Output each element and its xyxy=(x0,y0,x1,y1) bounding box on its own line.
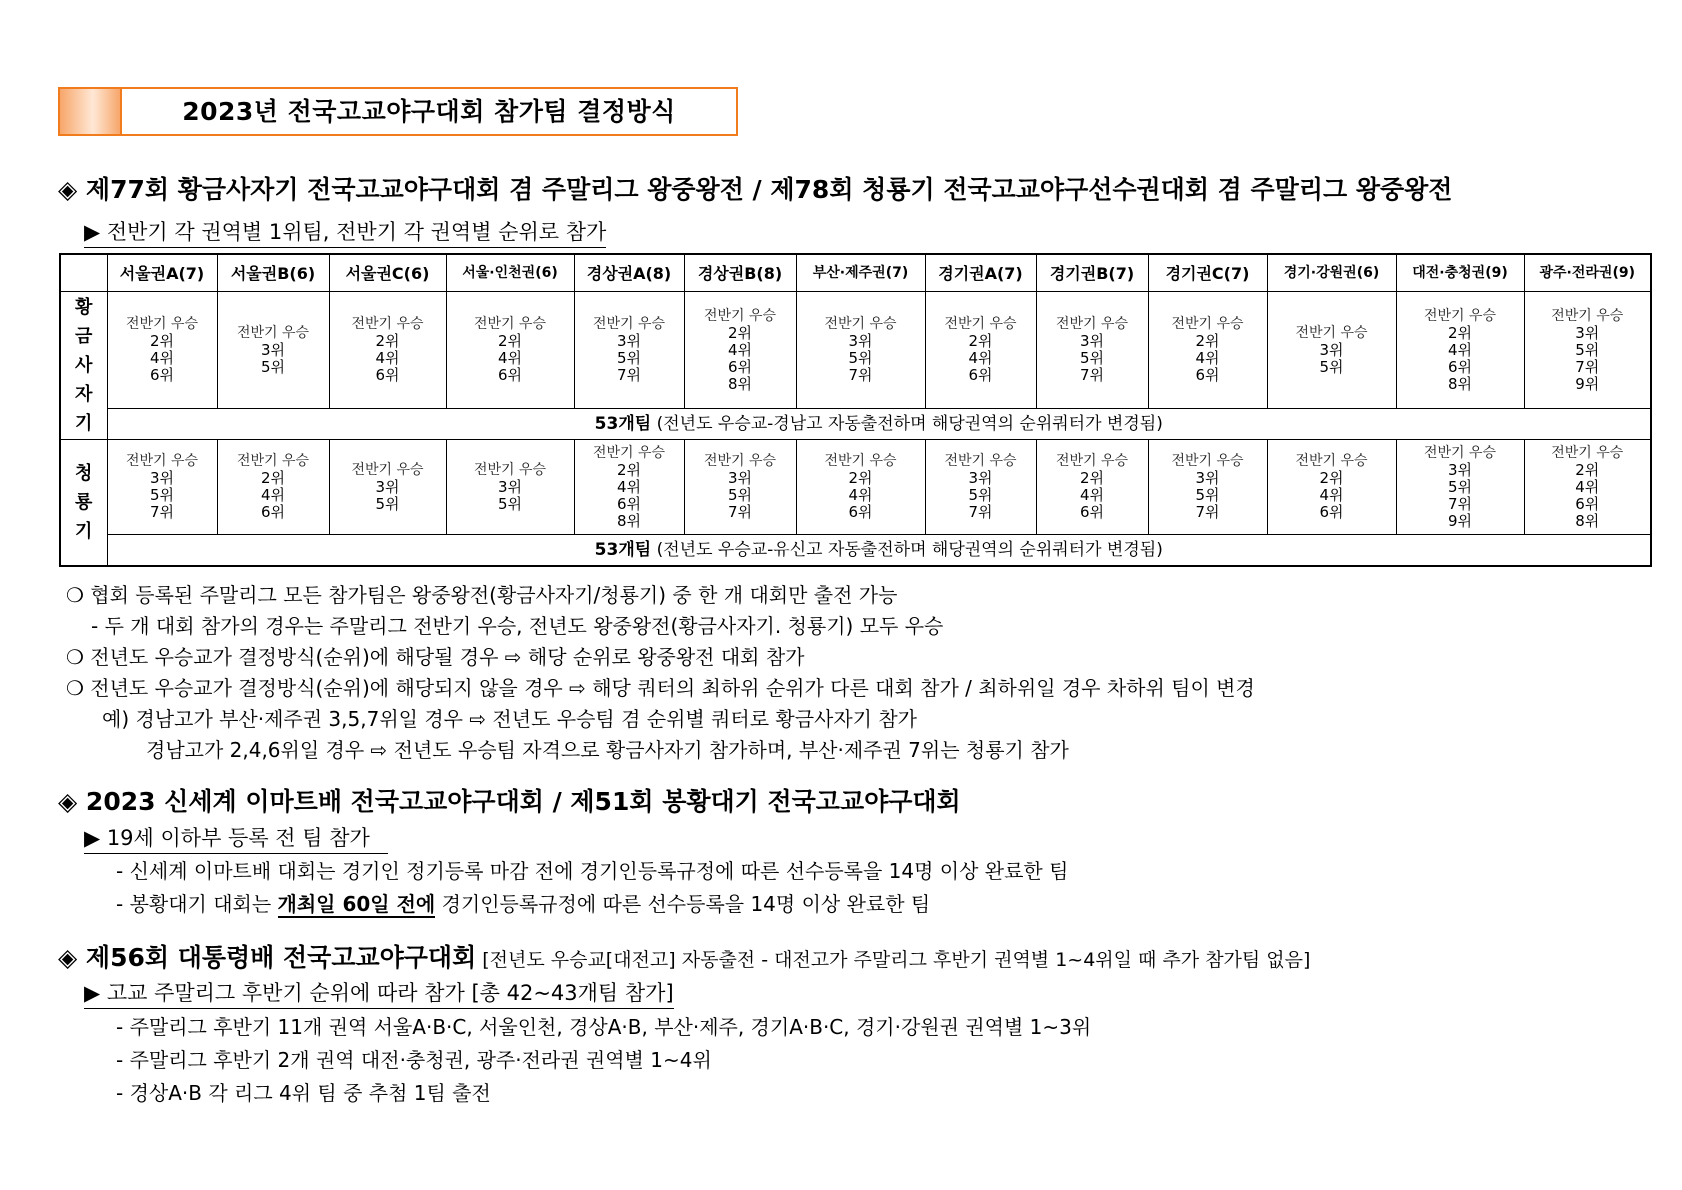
section3-heading xyxy=(58,938,1310,974)
quota-rank: 3위 xyxy=(1447,460,1473,479)
region-header: 서울권C(6) xyxy=(329,254,446,292)
quota-winner: 전반기 우승 xyxy=(824,316,897,332)
tournament-label-char: 황 xyxy=(75,297,93,318)
region-header: 경상권B(8) xyxy=(684,254,796,292)
quota-cell xyxy=(925,292,1036,409)
region-header: 경기권A(7) xyxy=(925,254,1036,292)
quota-rank: 2위 xyxy=(375,332,400,350)
quota-rank: 4위 xyxy=(1195,349,1220,367)
note-line: ❍ 전년도 우승교가 결정방식(순위)에 해당되지 않을 경우 ⇨ 해당 쿼터의 최하위 순위가 다른 대회 참가 / 최하위일 경우 차하위 팀이 변경 xyxy=(66,676,1255,700)
quota-winner: 전반기 우승 xyxy=(1423,307,1497,324)
section3-line: - 주말리그 후반기 11개 권역 서울A·B·C, 서울인천, 경상A·B, 부산·제주, 경기A·B·C, 경기·강원권 권역별 1~3위 xyxy=(116,1015,1092,1039)
quota-winner: 전반기 우승 xyxy=(703,307,777,324)
team-count: 53개팀 xyxy=(594,539,652,560)
tournament-label xyxy=(60,440,107,567)
quota-rank: 2위 xyxy=(727,323,753,342)
quota-rank: 5위 xyxy=(1575,340,1600,359)
quota-winner: 전반기 우승 xyxy=(592,444,666,461)
quota-cell xyxy=(574,292,684,409)
team-count: 53개팀 xyxy=(594,413,652,434)
section3-line: - 경상A·B 각 리그 4위 팀 중 추첨 1팀 출전 xyxy=(116,1081,491,1105)
tournament-label-char: 자 xyxy=(75,384,93,405)
quota-rank: 8위 xyxy=(1575,511,1600,530)
quota-rank: 3위 xyxy=(1319,340,1344,359)
quota-rank: 3위 xyxy=(1575,323,1600,342)
quota-winner: 전반기 우승 xyxy=(1551,307,1624,324)
quota-winner: 전반기 우승 xyxy=(236,324,310,341)
quota-cell xyxy=(1036,440,1148,535)
quota-rank: 4위 xyxy=(1079,486,1105,504)
quota-rank: 5위 xyxy=(968,486,993,504)
region-header: 경기·강원권(6) xyxy=(1267,254,1396,292)
table-row xyxy=(60,440,1651,535)
note-line: ❍ 전년도 우승교가 결정방식(순위)에 해당될 경우 ⇨ 해당 순위로 왕중왕전 대회 참가 xyxy=(66,645,805,669)
section1-heading: ◈ 제77회 황금사자기 전국고교야구대회 겸 주말리그 왕중왕전 / 제78회 청룡기 전국고교야구선수권대회 겸 주말리그 왕중왕전 xyxy=(58,175,1453,204)
region-header: 경상권A(8) xyxy=(574,254,684,292)
quota-rank: 2위 xyxy=(149,332,175,350)
summary-note: (전년도 우승교-경남고 자동출전하며 해당권역의 순위쿼터가 변경됨) xyxy=(651,413,1163,434)
quota-cell xyxy=(217,440,329,535)
quota-winner: 전반기 우승 xyxy=(824,453,897,469)
quota-cell xyxy=(107,292,217,409)
region-header: 대전·충청권(9) xyxy=(1396,254,1524,292)
quota-cell xyxy=(1267,292,1396,409)
region-header: 경기권B(7) xyxy=(1036,254,1148,292)
section2-subheading: ▶ 19세 이하부 등록 전 팀 참가 xyxy=(84,822,388,854)
quota-cell xyxy=(217,292,329,409)
note-line: ❍ 협회 등록된 주말리그 모든 참가팀은 왕중왕전(황금사자기/청룡기) 중 한 개 대회만 출전 가능 xyxy=(66,583,898,607)
quota-rank: 6위 xyxy=(1079,503,1105,521)
quota-rank: 6위 xyxy=(727,357,753,376)
tournament-label xyxy=(60,292,107,440)
summary-row xyxy=(60,409,1651,440)
quota-rank: 7위 xyxy=(149,503,175,521)
quota-winner: 전반기 우승 xyxy=(944,316,1017,332)
quota-winner: 전반기 우승 xyxy=(125,453,199,469)
quota-rank: 4위 xyxy=(848,486,873,504)
quota-rank: 5위 xyxy=(616,349,642,367)
title-box xyxy=(58,87,738,136)
quota-winner: 전반기 우승 xyxy=(703,453,777,469)
quota-cell xyxy=(446,440,574,535)
quota-rank: 6위 xyxy=(848,503,873,521)
quota-rank: 2위 xyxy=(968,332,993,350)
quota-rank: 4위 xyxy=(1575,477,1600,496)
quota-rank: 3위 xyxy=(848,332,873,350)
quota-rank: 3위 xyxy=(375,477,400,496)
quota-rank: 2위 xyxy=(1195,332,1220,350)
quota-rank: 7위 xyxy=(1195,503,1220,521)
quota-winner: 전반기 우승 xyxy=(944,453,1017,469)
section2-line2-post: 경기인등록규정에 따른 선수등록을 14명 이상 완료한 팀 xyxy=(435,892,931,916)
tournament-label-char: 청 xyxy=(75,463,93,484)
quota-cell xyxy=(1148,292,1267,409)
section2-line1: - 신세계 이마트배 대회는 경기인 정기등록 마감 전에 경기인등록규정에 따른 선수등록을 14명 이상 완료한 팀 xyxy=(116,859,1069,883)
section2-line2-pre: - 봉황대기 대회는 xyxy=(116,892,278,916)
quota-rank: 2위 xyxy=(1575,460,1600,479)
quota-rank: 5위 xyxy=(1195,486,1220,504)
quota-cell xyxy=(1396,440,1524,535)
quota-winner: 전반기 우승 xyxy=(1171,453,1244,469)
tournament-label-char: 사 xyxy=(75,355,93,376)
quota-rank: 4위 xyxy=(1319,486,1344,504)
section3-title: ◈ 제56회 대통령배 전국고교야구대회 xyxy=(58,943,477,972)
tournament-label-char: 기 xyxy=(75,413,93,434)
quota-rank: 4위 xyxy=(727,340,753,359)
quota-cell xyxy=(1267,440,1396,535)
quota-cell xyxy=(1524,292,1651,409)
note-line: 예) 경남고가 부산·제주권 3,5,7위일 경우 ⇨ 전년도 우승팀 겸 순위별 쿼터로 황금사자기 참가 xyxy=(102,707,917,731)
quota-rank: 2위 xyxy=(1447,323,1473,342)
quota-rank: 3위 xyxy=(260,340,286,359)
quota-winner: 전반기 우승 xyxy=(473,461,547,478)
quota-cell xyxy=(446,292,574,409)
quota-rank: 2위 xyxy=(260,469,286,487)
quota-winner: 전반기 우승 xyxy=(592,316,666,332)
quota-rank: 3위 xyxy=(727,469,753,487)
quota-winner: 전반기 우승 xyxy=(351,461,424,478)
summary-note: (전년도 우승교-유신고 자동출전하며 해당권역의 순위쿼터가 변경됨) xyxy=(651,539,1163,560)
quota-winner: 전반기 우승 xyxy=(1295,453,1368,469)
quota-cell xyxy=(107,440,217,535)
quota-rank: 9위 xyxy=(1575,374,1600,393)
quota-cell xyxy=(329,440,446,535)
section2-heading: ◈ 2023 신세계 이마트배 전국고교야구대회 / 제51회 봉황대기 전국고교야구대회 xyxy=(58,787,961,816)
quota-rank: 3위 xyxy=(1195,469,1220,487)
quota-rank: 4위 xyxy=(260,486,286,504)
quota-winner: 전반기 우승 xyxy=(473,316,547,332)
note-line: 경남고가 2,4,6위일 경우 ⇨ 전년도 우승팀 자격으로 황금사자기 참가하며, 부산·제주권 7위는 청룡기 참가 xyxy=(146,738,1069,762)
quota-rank: 7위 xyxy=(1079,366,1105,384)
region-header: 광주·전라권(9) xyxy=(1524,254,1651,292)
quota-rank: 9위 xyxy=(1447,511,1473,530)
quota-rank: 6위 xyxy=(968,366,993,384)
quota-rank: 4위 xyxy=(1447,340,1473,359)
quota-cell xyxy=(1036,292,1148,409)
quota-rank: 6위 xyxy=(260,503,286,521)
section1-subheading: ▶ 전반기 각 권역별 1위팀, 전반기 각 권역별 순위로 참가 xyxy=(84,216,606,248)
quota-rank: 6위 xyxy=(1319,503,1344,521)
region-header: 서울권B(6) xyxy=(217,254,329,292)
note-line: - 두 개 대회 참가의 경우는 주말리그 전반기 우승, 전년도 왕중왕전(황금사자기. 청룡기) 모두 우승 xyxy=(91,614,944,638)
quota-cell xyxy=(925,440,1036,535)
table-header-row xyxy=(60,254,1651,292)
page-title: 2023년 전국고교야구대회 참가팀 결정방식 xyxy=(182,97,676,126)
quota-rank: 7위 xyxy=(968,503,993,521)
quota-rank: 5위 xyxy=(1447,477,1473,496)
quota-rank: 6위 xyxy=(1195,366,1220,384)
quota-rank: 4위 xyxy=(375,349,400,367)
quota-winner: 전반기 우승 xyxy=(125,316,199,332)
quota-winner: 전반기 우승 xyxy=(1055,316,1129,332)
quota-cell xyxy=(684,292,796,409)
quota-rank: 8위 xyxy=(727,374,753,393)
quota-rank: 3위 xyxy=(149,469,175,487)
tournament-label-char: 기 xyxy=(75,521,93,542)
quota-winner: 전반기 우승 xyxy=(1551,444,1624,461)
tournament-label-char: 룡 xyxy=(75,492,93,513)
quota-rank: 5위 xyxy=(727,486,753,504)
quota-rank: 2위 xyxy=(616,460,642,479)
quota-rank: 2위 xyxy=(1079,469,1105,487)
quota-rank: 2위 xyxy=(497,332,523,350)
quota-cell xyxy=(684,440,796,535)
quota-rank: 5위 xyxy=(848,349,873,367)
quota-winner: 전반기 우승 xyxy=(1171,316,1244,332)
quota-cell xyxy=(329,292,446,409)
summary-cell xyxy=(107,409,1651,440)
quota-rank: 3위 xyxy=(616,332,642,350)
quota-cell xyxy=(1148,440,1267,535)
quota-winner: 전반기 우승 xyxy=(351,316,424,332)
quota-rank: 7위 xyxy=(1575,357,1600,376)
quota-rank: 5위 xyxy=(1079,349,1105,367)
quota-rank: 6위 xyxy=(1447,357,1473,376)
table-row xyxy=(60,292,1651,409)
quota-rank: 3위 xyxy=(968,469,993,487)
section3-subheading: ▶ 고교 주말리그 후반기 순위에 따라 참가 [총 42~43개팀 참가] xyxy=(84,977,674,1009)
quota-rank: 6위 xyxy=(149,366,175,384)
quota-rank: 7위 xyxy=(848,366,873,384)
quota-rank: 5위 xyxy=(260,357,286,376)
quota-rank: 3위 xyxy=(497,477,523,496)
quota-rank: 4위 xyxy=(149,349,175,367)
quota-winner: 전반기 우승 xyxy=(236,453,310,469)
quota-rank: 4위 xyxy=(497,349,523,367)
quota-cell xyxy=(796,440,925,535)
section3-line: - 주말리그 후반기 2개 권역 대전·충청권, 광주·전라권 권역별 1~4위 xyxy=(116,1048,712,1072)
quota-rank: 5위 xyxy=(375,494,400,513)
quota-rank: 5위 xyxy=(497,494,523,513)
header-corner xyxy=(60,254,107,292)
quota-rank: 5위 xyxy=(149,486,175,504)
quota-winner: 전반기 우승 xyxy=(1295,324,1368,341)
quota-rank: 6위 xyxy=(497,366,523,384)
region-header: 서울·인천권(6) xyxy=(446,254,574,292)
quota-cell xyxy=(1396,292,1524,409)
quota-rank: 8위 xyxy=(1447,374,1473,393)
participation-table xyxy=(59,253,1652,567)
quota-winner: 전반기 우승 xyxy=(1055,453,1129,469)
quota-cell xyxy=(796,292,925,409)
region-header: 부산·제주권(7) xyxy=(796,254,925,292)
quota-winner: 전반기 우승 xyxy=(1423,444,1497,461)
summary-row xyxy=(60,535,1651,567)
quota-rank: 7위 xyxy=(1447,494,1473,513)
quota-rank: 8위 xyxy=(616,511,642,530)
section3-note: [전년도 우승교[대전고] 자동출전 - 대전고가 주말리그 후반기 권역별 1~4위일 때 추가 참가팀 없음] xyxy=(482,949,1311,971)
quota-rank: 6위 xyxy=(1575,494,1600,513)
quota-cell xyxy=(574,440,684,535)
summary-cell xyxy=(107,535,1651,567)
quota-rank: 6위 xyxy=(616,494,642,513)
quota-rank: 5위 xyxy=(1319,357,1344,376)
section2-line2 xyxy=(116,888,930,917)
quota-rank: 2위 xyxy=(1319,469,1344,487)
region-header: 경기권C(7) xyxy=(1148,254,1267,292)
quota-rank: 4위 xyxy=(968,349,993,367)
quota-rank: 7위 xyxy=(727,503,753,521)
quota-rank: 2위 xyxy=(848,469,873,487)
quota-rank: 6위 xyxy=(375,366,400,384)
title-accent xyxy=(60,89,122,134)
tournament-label-char: 금 xyxy=(75,326,93,347)
quota-rank: 7위 xyxy=(616,366,642,384)
region-header: 서울권A(7) xyxy=(107,254,217,292)
section2-line2-emphasis: 개최일 60일 전에 xyxy=(277,892,436,916)
quota-cell xyxy=(1524,440,1651,535)
quota-rank: 3위 xyxy=(1079,332,1105,350)
quota-rank: 4위 xyxy=(616,477,642,496)
